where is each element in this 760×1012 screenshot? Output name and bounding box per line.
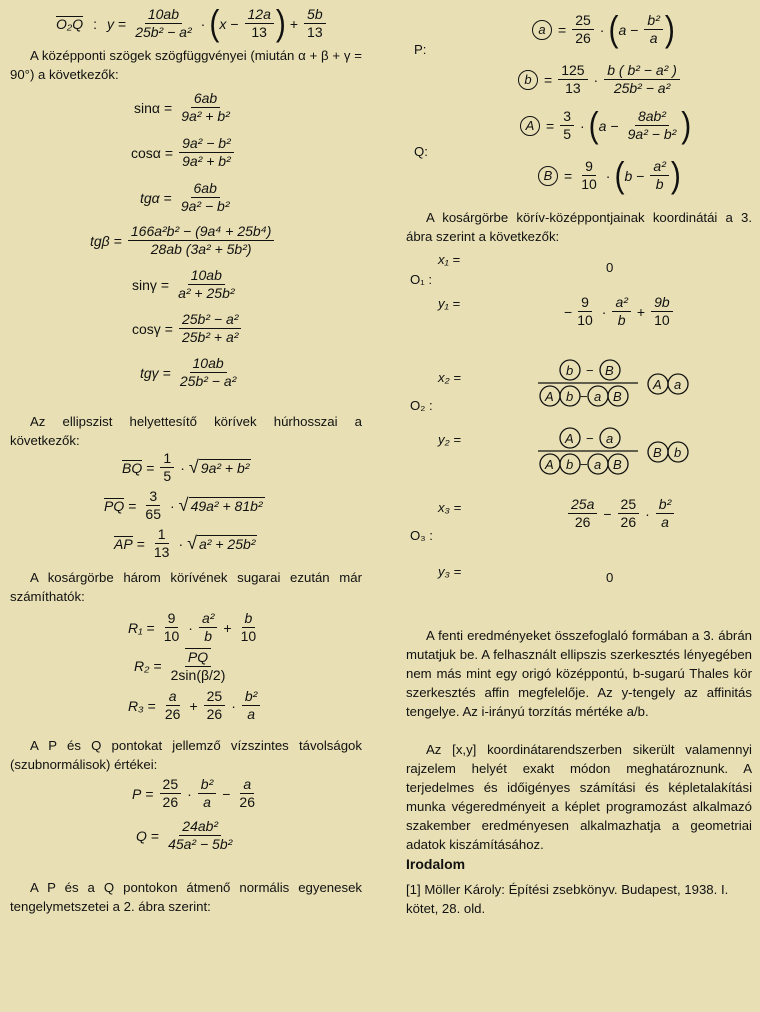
paragraph-normals: A P és a Q pontokon átmenő normális egyenesek tengelymetszetei a 2. ábra szerint: [10, 880, 362, 914]
svg-text:−: − [580, 457, 588, 472]
svg-text:a: a [606, 431, 614, 446]
o2q-equation: O₂Q : y = $\frac{10ab}{\text{25b² − a²}}$ · ( x − $\frac{12a}{13}$ ) + $\frac{5b}{13}$ [56, 6, 328, 41]
q-value-equation: Q = $\frac{\text{24ab²}}{\text{45a² − 5b²}}$ [136, 818, 233, 852]
o3-label: O₃ : [410, 528, 433, 543]
q-group-label: Q: [414, 144, 428, 159]
tg-alpha-equation: tgα = $\frac{6ab}{\text{9a² − b²}}$ [140, 180, 230, 214]
o2q-label: O₂Q [56, 16, 84, 32]
ap-equation: AP = $\frac{1}{13}$ · √ a² + 25b² [114, 526, 256, 560]
paragraph-radii: A kosárgörbe három körívének sugarai ezután már számíthatók: [10, 570, 362, 604]
svg-text:B: B [653, 445, 662, 460]
o1-label: O₁ : [410, 272, 433, 287]
paragraph-summary-2: Az [x,y] koordinátarendszerben sikerült valamennyi rajzelem helyét exakt módon meghatároznunk. A terjedelmes és időigényes számítási és képletalakítási munka végeredményeit a képlet programozást alkalmazó szakember eredményesen alkalmazhatja a geometriai adatok kiszámításához. [406, 742, 752, 852]
y1-value: − $\frac{9}{10}$ · $\frac{\text{a²}}{b}$ + $\frac{9b}{10}$ [564, 294, 675, 329]
svg-text:−: − [586, 431, 594, 446]
svg-text:A: A [565, 431, 574, 446]
p-b-equation: b = $\frac{125}{13}$ · $\frac{\text{b ( b² − a² )}}{\text{25b² − a²}}$ [516, 62, 682, 97]
svg-text:−: − [586, 363, 594, 378]
tg-beta-equation: tgβ = $\frac{\text{166a²b² − (9a⁴ + 25b⁴)}}{\text{28ab (3a² + 5b²)}}$ [90, 223, 276, 258]
y2-label: y₂ = [438, 432, 461, 447]
circled-b: b [518, 70, 538, 90]
x3-label: x₃ = [438, 500, 462, 515]
svg-text:A: A [545, 389, 554, 404]
p-group-label: P: [414, 42, 427, 57]
x2-circled-expression [530, 356, 700, 410]
p-value-equation: P = $\frac{25}{26}$ · $\frac{\text{b²}}{a}$ − $\frac{a}{26}$ [132, 776, 255, 810]
svg-text:a: a [594, 389, 602, 404]
y3-value: 0 [606, 570, 614, 585]
y2-circled-expression [530, 424, 700, 478]
sin-alpha-equation: sinα = $\frac{6ab}{\text{9a² + b²}}$ [134, 90, 230, 124]
svg-text:a: a [594, 457, 602, 472]
o2-label: O₂ : [410, 398, 433, 413]
reference-item: [1] Möller Károly: Építési zsebkönyv. Budapest, 1938. I. kötet, 28. old. [406, 882, 729, 916]
svg-text:−: − [580, 389, 588, 404]
paragraph-chords: Az ellipszist helyettesítő körívek húrhosszai a következők: [10, 414, 362, 448]
r3-equation: R₃ = $\frac{a}{26}$ + $\frac{25}{26}$ · $\frac{\text{b²}}{a}$ [128, 688, 262, 723]
svg-text:A: A [545, 457, 554, 472]
bq-equation: BQ = $\frac{1}{5}$ · √ 9a² + b² [122, 450, 250, 484]
paragraph-central-angles: A középponti szögek szögfüggvényei (miután α + β + γ = 90°) a következők: [10, 48, 362, 82]
sin-gamma-equation: sinγ = $\frac{10ab}{\text{a² + 25b²}}$ [132, 267, 235, 301]
svg-text:A: A [653, 377, 662, 392]
circled-B: B [538, 166, 558, 186]
svg-text:b: b [566, 389, 574, 404]
x3-value: $\frac{25a}{26}$ − $\frac{25}{26}$ · $\frac{\text{b²}}{a}$ [566, 496, 676, 531]
paragraph-subnormals: A P és Q pontokat jellemző vízszintes távolságok (szubnormálisok) értékei: [10, 738, 362, 772]
q-A-equation: A = $\frac{3}{5}$ · ( a − $\frac{\text{8ab²}}{\text{9a² − b²}}$ ) [518, 108, 691, 143]
x1-label: x₁ = [438, 252, 461, 267]
svg-text:b: b [566, 457, 574, 472]
r1-equation: R₁ = $\frac{9}{10}$ · $\frac{\text{a²}}{b}$ + $\frac{b}{10}$ [128, 610, 257, 644]
x1-value: 0 [606, 260, 614, 275]
y3-label: y₃ = [438, 564, 462, 579]
references-heading: Irodalom [406, 856, 466, 872]
r2-equation: R₂ = $\frac{PQ}{2\sin(\beta/2)}$ [134, 649, 226, 683]
y1-label: y₁ = [438, 296, 461, 311]
q-B-equation: B = $\frac{9}{10}$ · ( b − $\frac{\text{a²}}{b}$ ) [536, 158, 681, 193]
tg-gamma-equation: tgγ = $\frac{10ab}{\text{25b² − a²}}$ [140, 355, 237, 389]
circled-a: a [532, 20, 552, 40]
circled-A: A [520, 116, 540, 136]
svg-text:a: a [674, 377, 682, 392]
cos-gamma-equation: cosγ = $\frac{\text{25b² − a²}}{\text{25b² + a²}}$ [132, 311, 243, 346]
cos-alpha-equation: cosα = $\frac{\text{9a² − b²}}{\text{9a² + b²}}$ [131, 135, 236, 170]
svg-text:B: B [605, 363, 614, 378]
svg-text:B: B [613, 389, 622, 404]
p-a-equation: a = $\frac{25}{26}$ · ( a − $\frac{\text{b²}}{a}$ ) [530, 12, 675, 47]
x2-label: x₂ = [438, 370, 461, 385]
svg-text:B: B [613, 457, 622, 472]
svg-text:b: b [566, 363, 574, 378]
paragraph-summary-1: A fenti eredményeket összefoglaló formában a 3. ábrán mutatjuk be. A felhasznált ellipszis szerkesztés lényegében nem más mint egy origó középpontú, b-sugarú Thales kör szerkesztés affin megfelelője. Az y-tengely az affinitás tengelye. Az i-irányú torzítás mértéke a/b. [406, 628, 752, 719]
svg-text:b: b [674, 445, 682, 460]
pq-equation: PQ = $\frac{3}{65}$ · √ 49a² + 81b² [104, 488, 263, 522]
paragraph-coordinates: A kosárgörbe körív-középpontjainak koordinátái a 3. ábra szerint a következők: [406, 210, 752, 244]
